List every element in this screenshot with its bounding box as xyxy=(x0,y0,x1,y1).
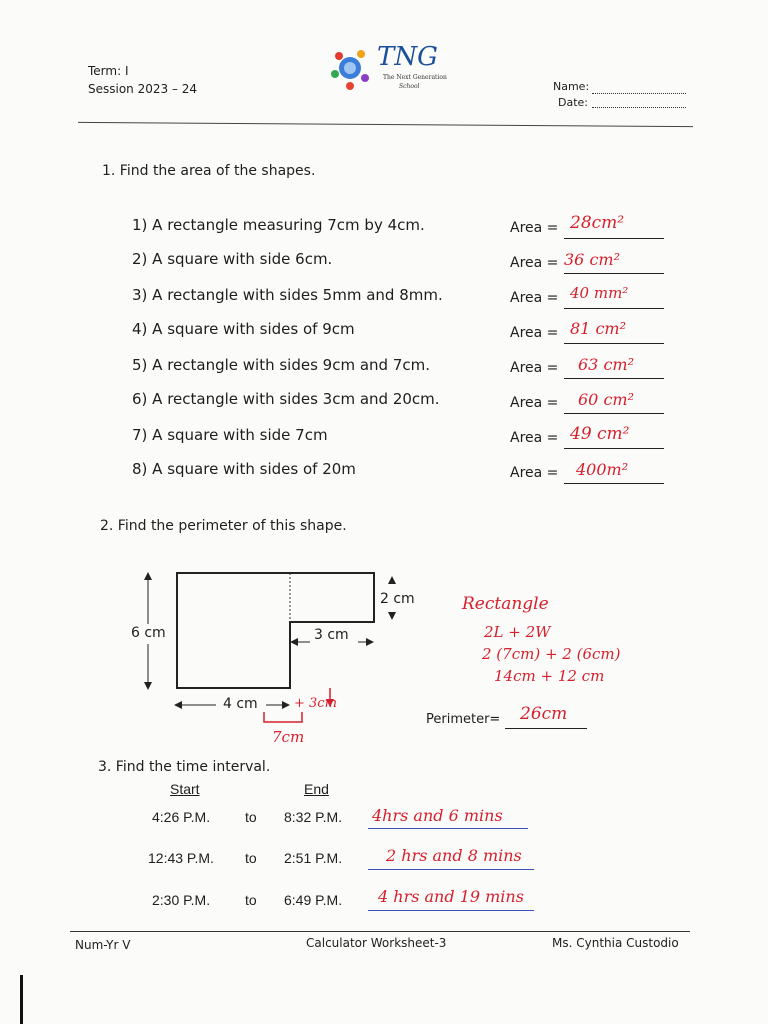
q1-item: 4) A square with sides of 9cm xyxy=(132,320,355,338)
area-answer: 36 cm² xyxy=(564,250,620,269)
q1-item: 1) A rectangle measuring 7cm by 4cm. xyxy=(132,216,425,234)
area-answer: 400m² xyxy=(576,460,629,479)
working-line: 2 (7cm) + 2 (6cm) xyxy=(482,645,621,663)
area-answer: 40 mm² xyxy=(570,284,629,302)
answer-line xyxy=(564,307,664,309)
logo-subtitle: The Next Generation xyxy=(383,74,447,81)
area-label: Area = xyxy=(510,220,559,236)
footer-right: Ms. Cynthia Custodio xyxy=(552,936,679,950)
name-label: Name: xyxy=(553,80,590,93)
area-label: Area = xyxy=(510,430,559,446)
footer-center: Calculator Worksheet-3 xyxy=(306,936,447,950)
start-header: Start xyxy=(170,781,200,797)
area-answer: 81 cm² xyxy=(570,319,626,338)
interval-answer-line xyxy=(368,868,534,870)
end-time: 2:51 P.M. xyxy=(284,850,343,866)
q2-title: 2. Find the perimeter of this shape. xyxy=(100,518,347,534)
name-field[interactable] xyxy=(592,92,686,94)
to-label: to xyxy=(245,892,257,908)
perimeter-diagram xyxy=(120,562,420,752)
answer-line xyxy=(564,272,664,274)
label-4cm: 4 cm xyxy=(223,696,258,712)
q1-title: 1. Find the area of the shapes. xyxy=(102,163,316,179)
footer-left: Num-Yr V xyxy=(75,938,131,952)
interval-answer-line xyxy=(368,827,528,829)
date-label: Date: xyxy=(558,96,588,109)
answer-line xyxy=(564,377,664,379)
area-label: Area = xyxy=(510,465,559,481)
working-line: Rectangle xyxy=(462,594,549,614)
logo-subtitle-2: School xyxy=(399,83,420,90)
q1-item: 2) A square with side 6cm. xyxy=(132,250,333,268)
start-time: 12:43 P.M. xyxy=(148,850,214,866)
interval-answer: 2 hrs and 8 mins xyxy=(386,846,522,865)
term-label: Term: I xyxy=(88,64,129,78)
q1-item: 3) A rectangle with sides 5mm and 8mm. xyxy=(132,286,443,304)
logo-text: TNG xyxy=(377,42,438,72)
start-time: 4:26 P.M. xyxy=(152,809,211,825)
end-header: End xyxy=(304,781,329,797)
q1-item: 5) A rectangle with sides 9cm and 7cm. xyxy=(132,356,431,374)
working-line: 14cm + 12 cm xyxy=(494,667,605,685)
area-answer: 28cm² xyxy=(570,213,625,233)
q1-item: 8) A square with sides of 20m xyxy=(132,460,356,478)
answer-line xyxy=(564,412,664,414)
to-label: to xyxy=(245,809,257,825)
label-2cm: 2 cm xyxy=(380,591,415,607)
area-answer: 60 cm² xyxy=(578,390,634,409)
interval-answer: 4 hrs and 19 mins xyxy=(378,887,524,906)
perimeter-answer: 26cm xyxy=(520,704,568,724)
answer-line xyxy=(564,447,664,449)
session-label: Session 2023 – 24 xyxy=(88,82,198,96)
q3-title: 3. Find the time interval. xyxy=(98,759,271,775)
label-6cm: 6 cm xyxy=(131,625,166,641)
interval-answer: 4hrs and 6 mins xyxy=(372,806,503,825)
date-field[interactable] xyxy=(592,106,686,108)
area-label: Area = xyxy=(510,290,559,306)
area-answer: 49 cm² xyxy=(570,424,630,444)
area-answer: 63 cm² xyxy=(578,355,634,374)
perimeter-label: Perimeter= xyxy=(426,712,501,727)
interval-answer-line xyxy=(368,909,534,911)
page-edge-shadow xyxy=(20,975,23,1024)
end-time: 8:32 P.M. xyxy=(284,809,343,825)
answer-line xyxy=(564,237,664,239)
q1-item: 6) A rectangle with sides 3cm and 20cm. xyxy=(132,390,440,408)
end-time: 6:49 P.M. xyxy=(284,892,343,908)
area-label: Area = xyxy=(510,395,559,411)
perimeter-answer-line xyxy=(505,727,587,729)
area-label: Area = xyxy=(510,255,559,271)
label-3cm: 3 cm xyxy=(314,627,349,643)
working-line: 2L + 2W xyxy=(484,623,551,641)
answer-line xyxy=(564,482,664,484)
area-label: Area = xyxy=(510,360,559,376)
handwritten-7cm: 7cm xyxy=(272,728,305,746)
answer-line xyxy=(564,342,664,344)
footer-divider xyxy=(70,931,690,932)
header-divider xyxy=(78,122,693,127)
start-time: 2:30 P.M. xyxy=(152,892,211,908)
handwritten-plus-3cm: + 3cm xyxy=(294,696,337,711)
school-logo xyxy=(325,42,455,98)
q1-item: 7) A square with side 7cm xyxy=(132,426,328,444)
area-label: Area = xyxy=(510,325,559,341)
to-label: to xyxy=(245,850,257,866)
